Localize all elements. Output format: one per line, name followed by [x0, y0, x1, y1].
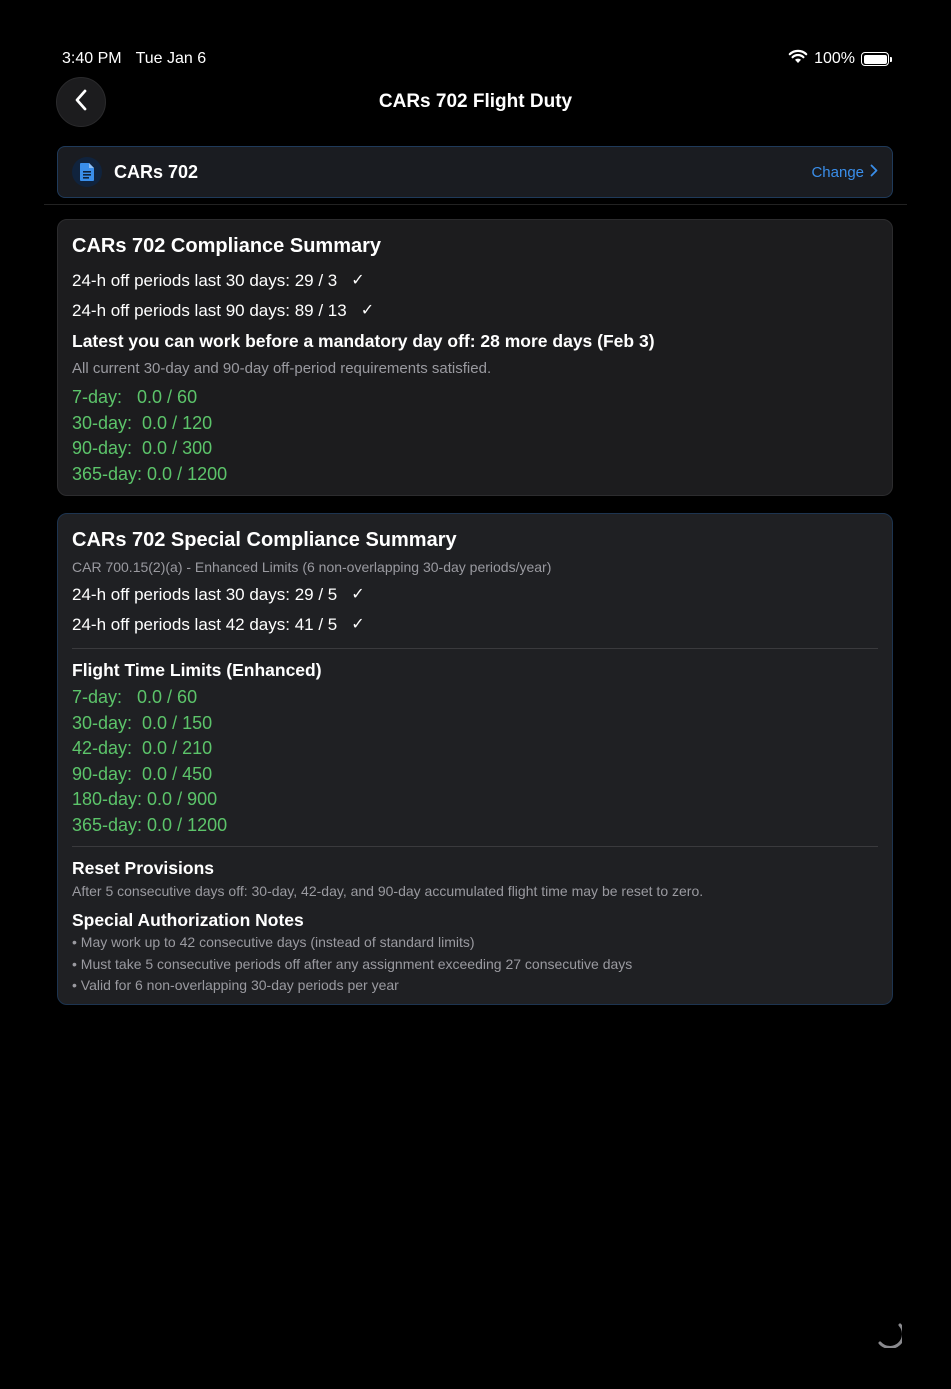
limit-7-day: 7-day: 0.0 / 60: [72, 387, 198, 407]
limit-90-day: 90-day: 0.0 / 450: [72, 763, 213, 784]
card-title: CARs 702 Compliance Summary: [72, 235, 382, 257]
off-periods-30-text: 24-h off periods last 30 days: 29 / 5: [72, 585, 338, 604]
latest-work-line: Latest you can work before a mandatory day off: 28 more days (Feb 3): [72, 331, 655, 351]
limit-365-day: 365-day: 0.0 / 1200: [72, 814, 228, 835]
special-subtitle: CAR 700.15(2)(a) - Enhanced Limits (6 non-overlapping 30-day periods/year): [72, 559, 552, 575]
status-bar: [62, 48, 889, 70]
note-item: • Must take 5 consecutive periods off after any assignment exceeding 27 consecutive days: [72, 955, 633, 972]
limit-30-day: 30-day: 0.0 / 120: [72, 412, 213, 433]
card-title: CARs 702 Special Compliance Summary: [72, 529, 457, 551]
off-periods-42: [72, 610, 878, 640]
off-periods-30-text: 24-h off periods last 30 days: 29 / 3: [72, 271, 338, 290]
section-divider: [44, 204, 907, 205]
change-label: Change: [811, 163, 864, 181]
off-periods-30: [72, 580, 878, 610]
status-indicators: [788, 49, 889, 69]
change-button[interactable]: [811, 164, 878, 181]
off-periods-30: [72, 266, 878, 296]
checkmark-icon: ✓: [351, 616, 365, 633]
special-compliance-card: [57, 513, 893, 1005]
document-icon: [72, 157, 102, 187]
wifi-icon: [788, 49, 808, 69]
chevron-right-icon: [870, 164, 878, 181]
battery-icon: [861, 52, 889, 66]
battery-percent: 100%: [814, 50, 855, 67]
selected-regulation: CARs 702: [114, 161, 199, 182]
page-title: CARs 702 Flight Duty: [378, 91, 573, 112]
requirements-note: All current 30-day and 90-day off-period requirements satisfied.: [72, 360, 492, 377]
checkmark-icon: ✓: [351, 272, 365, 289]
regulation-selector[interactable]: [57, 146, 893, 198]
flight-limits-heading: Flight Time Limits (Enhanced): [72, 660, 322, 680]
note-item: • May work up to 42 consecutive days (instead of standard limits): [72, 934, 475, 950]
limit-90-day: 90-day: 0.0 / 300: [72, 438, 213, 458]
status-date: Tue Jan 6: [135, 50, 207, 67]
off-periods-42-text: 24-h off periods last 42 days: 41 / 5: [72, 615, 338, 634]
limit-30-day: 30-day: 0.0 / 150: [72, 712, 213, 733]
spinner-icon: [876, 1322, 902, 1348]
off-periods-90: [72, 296, 878, 326]
reset-provisions-text: After 5 consecutive days off: 30-day, 42-day, and 90-day accumulated flight time may be reset to zero.: [72, 883, 704, 899]
special-notes-heading: Special Authorization Notes: [72, 910, 304, 930]
limit-42-day: 42-day: 0.0 / 210: [72, 738, 213, 758]
checkmark-icon: ✓: [360, 302, 375, 319]
divider: [72, 648, 878, 649]
note-item: • Valid for 6 non-overlapping 30-day periods per year: [72, 977, 399, 993]
divider: [72, 846, 878, 847]
limit-365-day: 365-day: 0.0 / 1200: [72, 463, 228, 484]
reset-provisions-heading: Reset Provisions: [72, 858, 214, 878]
limit-180-day: 180-day: 0.0 / 900: [72, 789, 218, 809]
limit-7-day: 7-day: 0.0 / 60: [72, 687, 198, 707]
compliance-summary-card: [57, 219, 893, 496]
checkmark-icon: ✓: [351, 586, 365, 603]
off-periods-90-text: 24-h off periods last 90 days: 89 / 13: [72, 301, 347, 320]
status-time: 3:40 PM: [62, 50, 122, 67]
